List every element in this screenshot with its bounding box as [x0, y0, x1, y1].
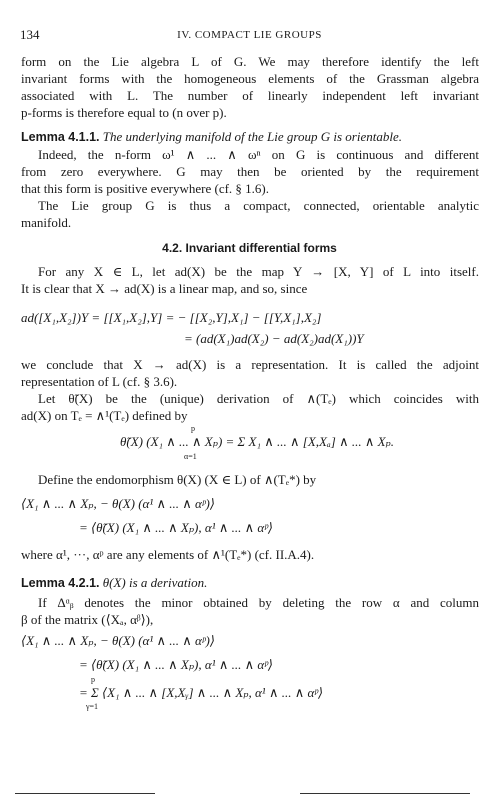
- para4-line1: For any X ∈ L, let ad(X) be the map Y → [X, Y] of L into itself.: [38, 264, 479, 279]
- para4-line2: It is clear that X → ad(X) is a linear map, and so, since: [21, 281, 308, 296]
- lemma-label: Lemma 4.1.1.: [21, 130, 100, 144]
- para2-line3: that this form is positive everywhere (cf. § 1.6).: [21, 181, 270, 196]
- running-title: IV. COMPACT LIE GROUPS: [177, 29, 322, 41]
- para8-line1: If Δᵅᵦ denotes the minor obtained by deleting the row α and column: [38, 595, 479, 610]
- equation-proof-line3: = Σ ⟨X₁ ∧ ... ∧ [X,Xᵧ] ∧ ... ∧ Xₚ, α¹ ∧ ... ∧ αᵖ⟩: [79, 685, 324, 700]
- equation-proof-line2: = ⟨θ̃(X) (X₁ ∧ ... ∧ Xₚ), α¹ ∧ ... ∧ αᵖ⟩: [79, 657, 273, 672]
- lemma-statement: The underlying manifold of the Lie group G is orientable.: [102, 129, 402, 144]
- sum-lower-limit-1: α=1: [184, 452, 197, 461]
- page-number: 134: [20, 27, 40, 42]
- para2-line1: Indeed, the n-form ω¹ ∧ ... ∧ ωⁿ on G is continuous and different: [38, 147, 479, 162]
- para6: Define the endomorphism θ(X) (X ∈ L) of ∧(Tₑ*) by: [38, 472, 317, 487]
- para3-line2: manifold.: [21, 215, 72, 230]
- equation-adjoint-line2: = (ad(X₁)ad(X₂) − ad(X₂)ad(X₁))Y: [184, 331, 364, 346]
- equation-adjoint-line1: ad([X₁,X₂])Y = [[X₁,X₂],Y] = − [[X₂,Y],X₁] − [[Y,X₁],X₂]: [21, 310, 322, 325]
- para5-line2: representation of L (cf. § 3.6).: [21, 374, 178, 389]
- para5-line1: we conclude that X → ad(X) is a representation. It is called the adjoint: [21, 357, 479, 372]
- para1-line4: p-forms is therefore equal to (n over p).: [21, 105, 227, 120]
- footer-rule-left: [15, 793, 155, 794]
- para1-line2: invariant forms with the homogeneous elements of the Grassman algebra: [21, 71, 479, 86]
- section-heading: 4.2. Invariant differential forms: [162, 241, 337, 255]
- para3-line1: The Lie group G is thus a compact, connected, orientable analytic: [38, 198, 479, 213]
- equation-derivation: θ̃(X) (X₁ ∧ ... ∧ Xₚ) = Σ X₁ ∧ ... ∧ [X,Xₐ] ∧ ... ∧ Xₚ.: [120, 434, 394, 449]
- para7: where α¹, ···, αᵖ are any elements of ∧¹(Tₑ*) (cf. II.A.4).: [21, 547, 315, 562]
- lemma-statement: θ(X) is a derivation.: [102, 575, 208, 590]
- para5-line3: Let θ̃(X) be the (unique) derivation of ∧(Tₑ) which coincides with: [38, 391, 479, 406]
- para1-line1: form on the Lie algebra L of G. We may therefore identify the left: [21, 54, 479, 69]
- sum-upper-limit-1: p: [191, 424, 195, 433]
- lemma-4-1-1: [21, 129, 402, 145]
- para5-line4: ad(X) on Tₑ = ∧¹(Tₑ) defined by: [21, 408, 188, 423]
- lemma-4-2-1: [21, 575, 207, 591]
- equation-endomorphism-line2: = ⟨θ̃(X) (X₁ ∧ ... ∧ Xₚ), α¹ ∧ ... ∧ αᵖ⟩: [79, 520, 273, 535]
- para2-line2: from zero everywhere. G may then be oriented by the requirement: [21, 164, 479, 179]
- sum-upper-limit-2: p: [91, 675, 95, 684]
- footer-rule-right: [300, 793, 470, 794]
- para1-line3: associated with L. The number of linearly independent left invariant: [21, 88, 479, 103]
- lemma-label: Lemma 4.2.1.: [21, 576, 100, 590]
- para8-line2: β of the matrix (⟨Xₐ, αᵝ⟩),: [21, 612, 154, 627]
- sum-lower-limit-2: γ=1: [86, 702, 99, 711]
- equation-endomorphism-line1: ⟨X₁ ∧ ... ∧ Xₚ, − θ(X) (α¹ ∧ ... ∧ αᵖ)⟩: [21, 496, 215, 511]
- equation-proof-line1: ⟨X₁ ∧ ... ∧ Xₚ, − θ(X) (α¹ ∧ ... ∧ αᵖ)⟩: [21, 633, 215, 648]
